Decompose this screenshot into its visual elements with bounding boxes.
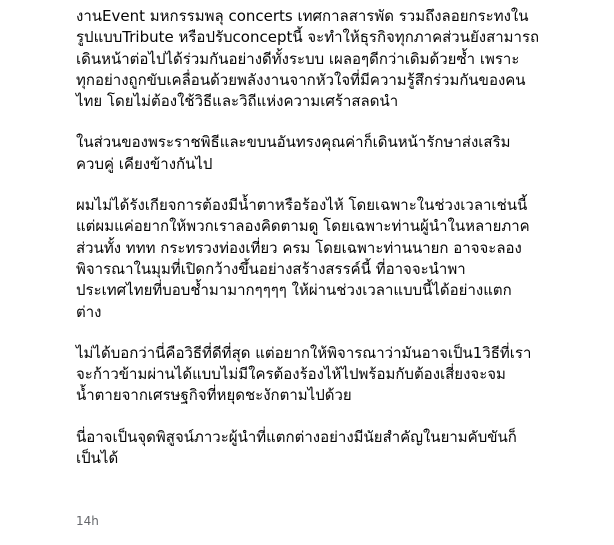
post-body xyxy=(76,6,596,469)
post-line: จะก้าวข้ามผ่านได้แบบไม่มีใครต้องร้องไห้ไปพร้อมกับต้องเสี่ยงจะจม xyxy=(76,365,506,384)
post-line: ต่าง xyxy=(76,302,102,321)
post-line: เป็นได้ xyxy=(76,449,119,468)
post-line: เดินหน้าต่อไปได้ร่วมกันอย่างดีทั้งระบบ เผลอๆดีกว่าเดิมด้วยซ้ำ เพราะ xyxy=(76,49,520,68)
post-line: นี่อาจเป็นจุดพิสูจน์ภาวะผู้นำที่แตกต่างอย่างมีนัยสำคัญในยามคับขันก็ xyxy=(76,427,517,446)
post xyxy=(76,6,596,489)
post-line: ไทย โดยไม่ต้องใช้วิธีและวิถีแห่งความเศร้าสลดนำ xyxy=(76,92,399,111)
post-line: ควบคู่ เคียงข้างกันไป xyxy=(76,154,213,173)
post-paragraph-3 xyxy=(76,195,596,323)
post-line: แต่ผมแค่อยากให้พวกเราลองคิดตามดู โดยเฉพาะท่านผู้นำในหลายภาค xyxy=(76,217,530,236)
post-line: ทุกอย่างถูกขับเคลื่อนด้วยพลังงานจากหัวใจที่มีความรู้สึกร่วมกันของคน xyxy=(76,70,526,89)
post-paragraph-5 xyxy=(76,427,596,470)
post-line: ผมไม่ได้รังเกียจการต้องมีน้ำตาหรือร้องไห้ โดยเฉพาะในช่วงเวลาเช่นนี้ xyxy=(76,196,528,215)
post-line: พิจารณาในมุมที่เปิดกว้างขึ้นอย่างสร้างสรรค์นี้ ที่อาจจะนำพา xyxy=(76,259,466,278)
post-line: ในส่วนของพระราชพิธีและขบนอันทรงคุณค่าก็เดินหน้ารักษาส่งเสริม xyxy=(76,133,511,152)
post-line: ส่วนทั้ง ททท กระทรวงท่องเที่ยว ครม โดยเฉพาะท่านนายก อาจจะลอง xyxy=(76,238,522,257)
post-paragraph-1 xyxy=(76,6,596,112)
post-timestamp[interactable]: 14h xyxy=(76,514,99,528)
post-line: ไม่ได้บอกว่านี่คือวิธีที่ดีที่สุด แต่อยากให้พิจารณาว่ามันอาจเป็น1วิธีที่เรา xyxy=(76,343,532,362)
post-paragraph-4 xyxy=(76,343,596,407)
post-line: ประเทศไทยที่บอบช้ำมามากๆๆๆๆ ให้ผ่านช่วงเวลาแบบนี้ได้อย่างแตก xyxy=(76,281,512,300)
post-paragraph-2 xyxy=(76,132,596,175)
post-line: งานEvent มหกรรมพลุ concerts เทศกาลสารพัด รวมถึงลอยกระทงใน xyxy=(76,7,529,25)
post-line: น้ำตายจากเศรษฐกิจที่หยุดชะงักตามไปด้วย xyxy=(76,386,352,405)
post-line: รูปแบบTribute หรือปรับconceptนี้ จะทำให้ธุรกิจทุกภาคส่วนยังสามารถ xyxy=(76,28,540,47)
